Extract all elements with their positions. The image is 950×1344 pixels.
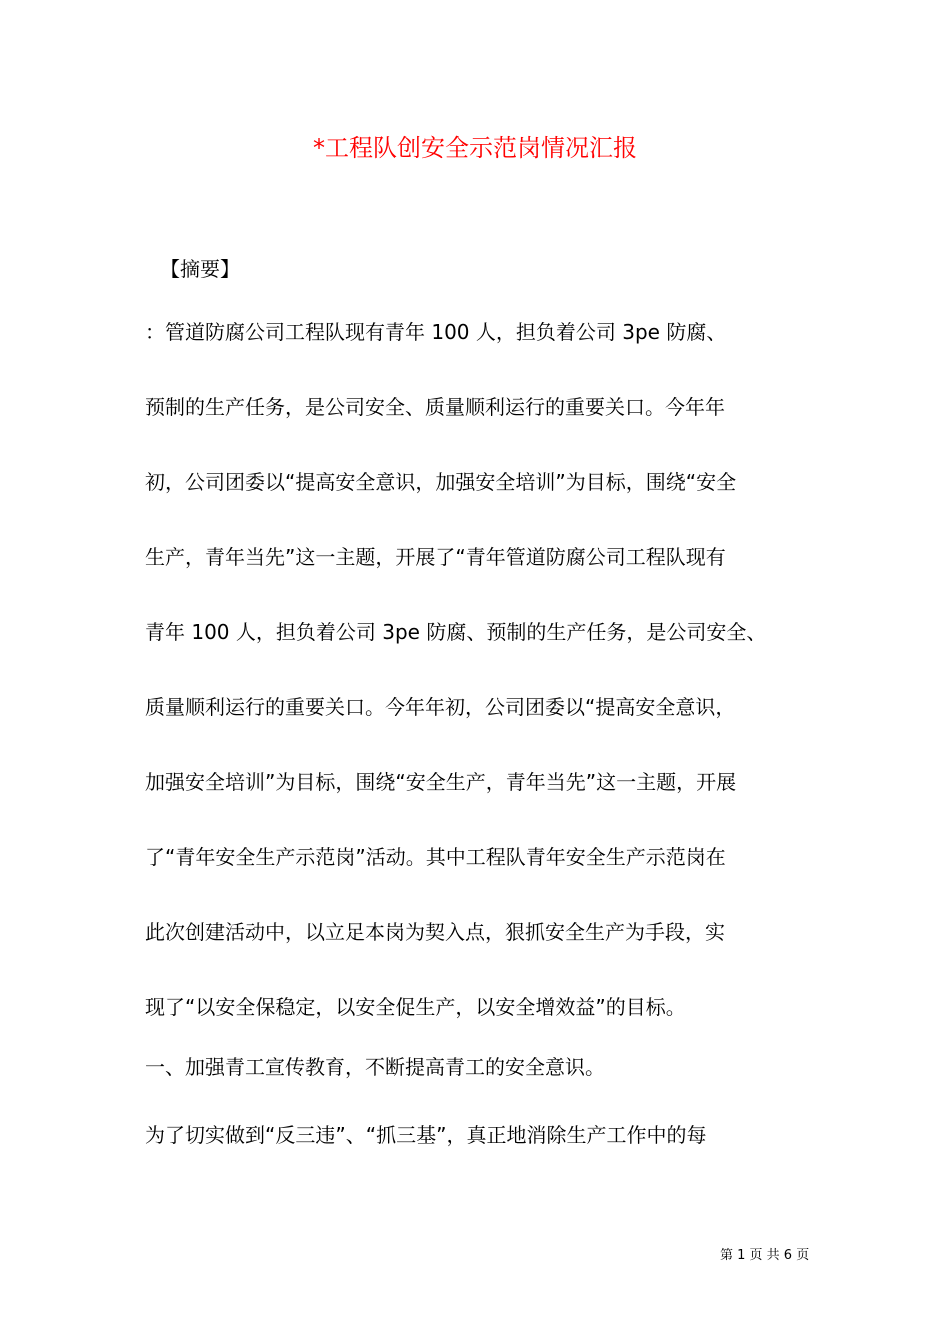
body-line: 初，公司团委以“提高安全意识，加强安全培训”为目标，围绕“安全 (145, 470, 737, 494)
body-line: 青年 100 人，担负着公司 3pe 防腐、预制的生产任务，是公司安全、 (145, 620, 767, 644)
section-heading: 一、加强青工宣传教育，不断提高青工的安全意识。 (145, 1055, 605, 1079)
abstract-heading: 【摘要】 (160, 257, 240, 281)
page-number: 第 1 页 共 6 页 (720, 1248, 810, 1263)
body-line: 预制的生产任务，是公司安全、质量顺利运行的重要关口。今年年 (145, 395, 725, 419)
body-line: 了“青年安全生产示范岗”活动。其中工程队青年安全生产示范岗在 (145, 845, 726, 869)
document-title: *工程队创安全示范岗情况汇报 (313, 134, 637, 162)
body-line: 为了切实做到“反三违”、“抓三基”，真正地消除生产工作中的每 (145, 1123, 707, 1147)
body-line: 现了“以安全保稳定，以安全促生产，以安全增效益”的目标。 (145, 995, 686, 1019)
body-line: 此次创建活动中，以立足本岗为契入点，狠抓安全生产为手段，实 (145, 920, 725, 944)
body-line: 生产，青年当先”这一主题，开展了“青年管道防腐公司工程队现有 (145, 545, 726, 569)
body-line: ：管道防腐公司工程队现有青年 100 人，担负着公司 3pe 防腐、 (145, 320, 727, 344)
body-line: 质量顺利运行的重要关口。今年年初，公司团委以“提高安全意识， (145, 695, 736, 719)
body-line: 加强安全培训”为目标，围绕“安全生产，青年当先”这一主题，开展 (145, 770, 737, 794)
